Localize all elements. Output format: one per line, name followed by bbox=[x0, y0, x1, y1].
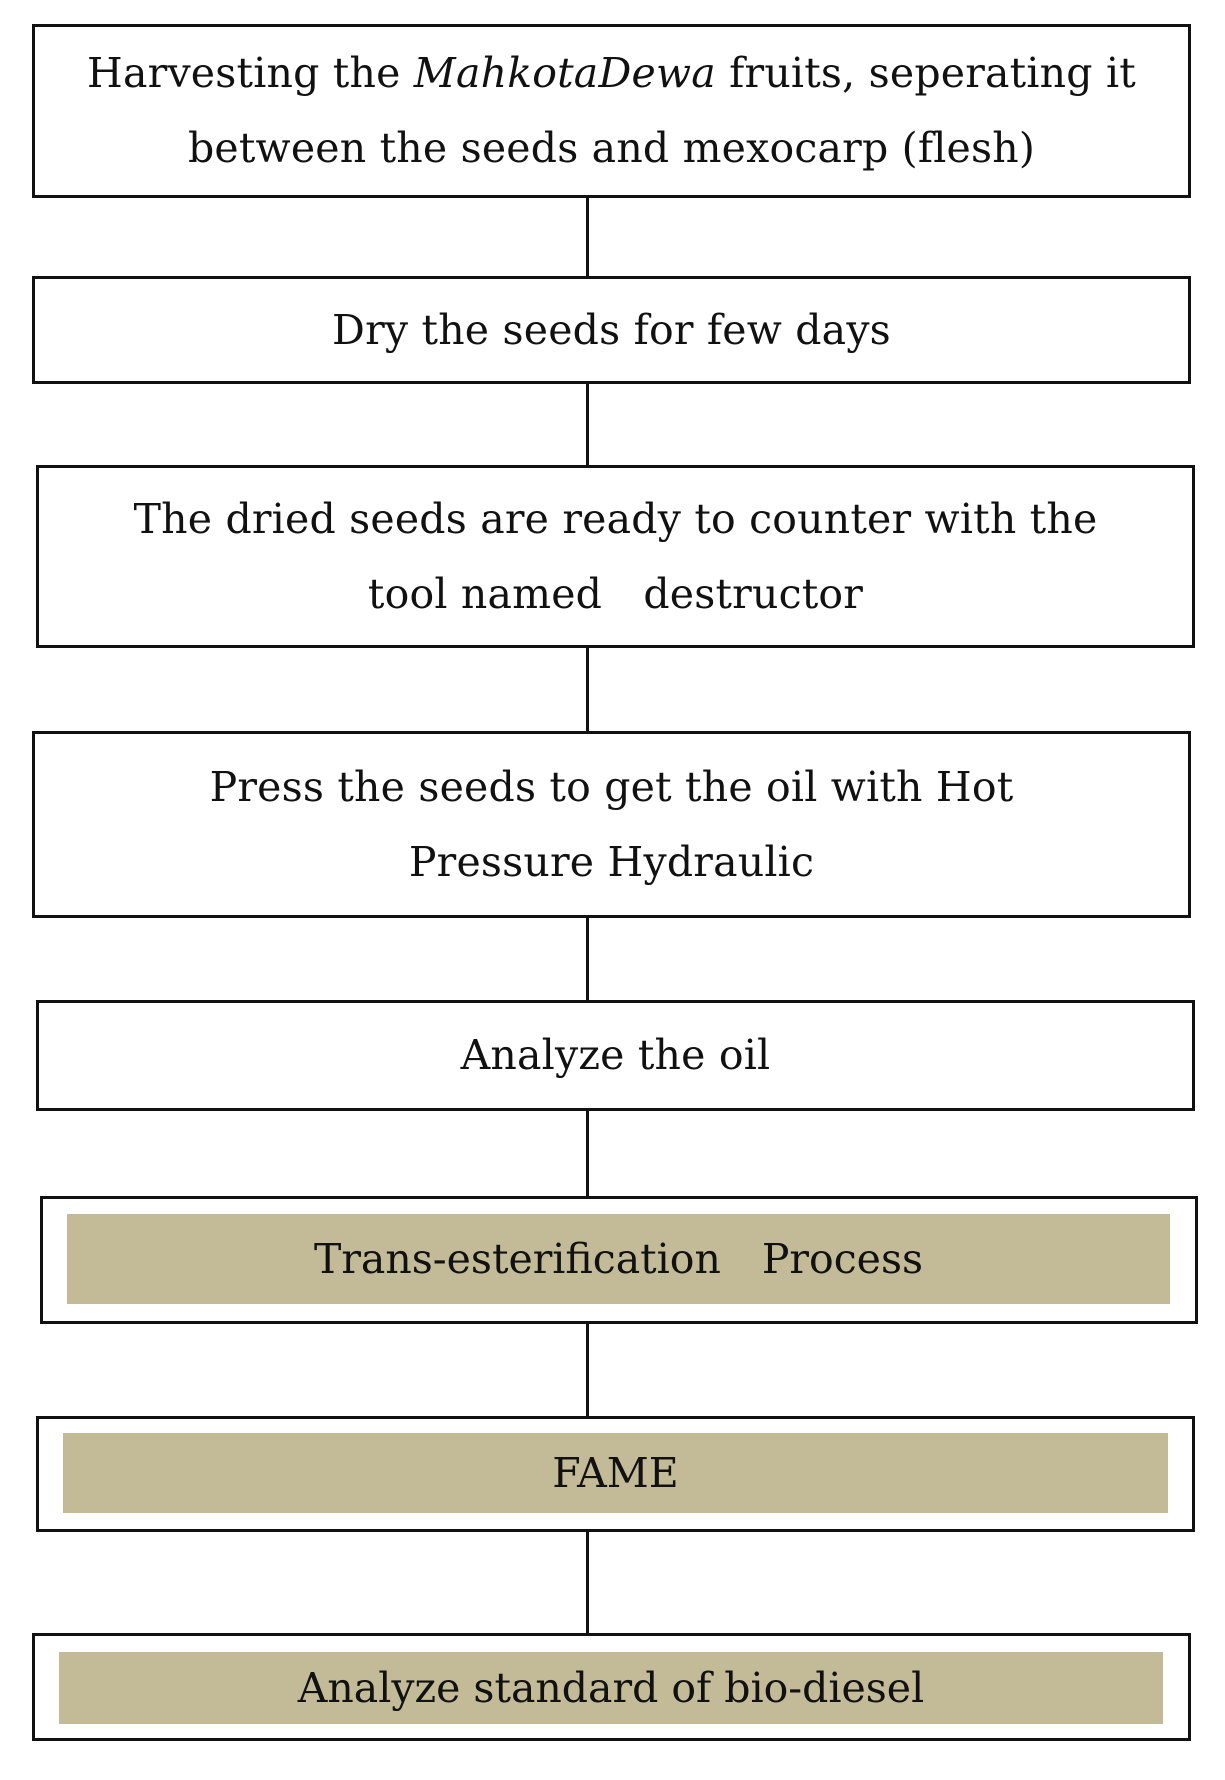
step-press-label: Press the seeds to get the oil with Hot Pressure Hydraulic bbox=[209, 762, 1014, 886]
connector-4-5 bbox=[586, 916, 589, 1002]
step-analyze-biodiesel-label: Analyze standard of bio-diesel bbox=[297, 1663, 925, 1712]
step-transesterification-fill bbox=[67, 1214, 1170, 1304]
step-analyze-oil-label: Analyze the oil bbox=[460, 1031, 771, 1079]
step-analyze-oil bbox=[36, 1000, 1195, 1111]
step-harvest bbox=[32, 24, 1191, 198]
step-destructor-label: The dried seeds are ready to counter with the tool named destructor bbox=[133, 494, 1098, 618]
step-transesterification-label: Trans-esterification Process bbox=[313, 1234, 924, 1283]
step-dry-label: Dry the seeds for few days bbox=[332, 305, 891, 354]
connector-6-7 bbox=[586, 1322, 589, 1418]
step-fame-fill bbox=[63, 1433, 1168, 1513]
step-press bbox=[32, 731, 1191, 918]
connector-7-8 bbox=[586, 1530, 589, 1635]
connector-2-3 bbox=[586, 383, 589, 467]
step-harvest-label: Harvesting the MahkotaDewa fruits, seperating it between the seeds and mexocarp (flesh) bbox=[87, 49, 1136, 172]
connector-3-4 bbox=[586, 646, 589, 733]
connector-5-6 bbox=[586, 1109, 589, 1198]
connector-1-2 bbox=[586, 196, 589, 278]
step-fame-label: FAME bbox=[552, 1448, 679, 1497]
step-analyze-biodiesel-fill bbox=[59, 1652, 1163, 1724]
step-dry bbox=[32, 276, 1191, 384]
step-destructor bbox=[36, 465, 1195, 648]
